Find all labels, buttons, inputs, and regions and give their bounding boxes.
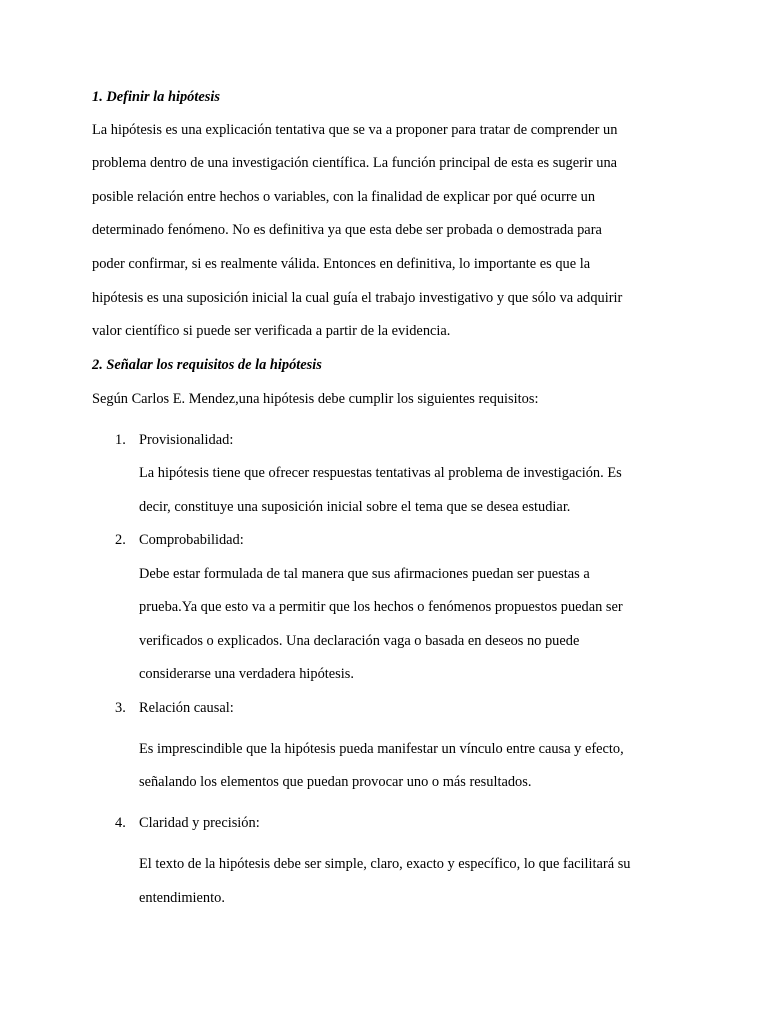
section-2-heading: 2. Señalar los requisitos de la hipótesis bbox=[92, 357, 322, 373]
list-item-line: Debe estar formulada de tal manera que sus afirmaciones puedan ser puestas a bbox=[139, 566, 590, 582]
list-item-number: 2. bbox=[115, 532, 126, 548]
list-item-line: Es imprescindible que la hipótesis pueda manifestar un vínculo entre causa y efecto, bbox=[139, 741, 624, 757]
section-1-line: problema dentro de una investigación científica. La función principal de esta es sugerir una bbox=[92, 155, 618, 171]
section-1-line: poder confirmar, si es realmente válida. Entonces en definitiva, lo importante es que la bbox=[92, 256, 591, 272]
list-item-line: señalando los elementos que puedan provocar uno o más resultados. bbox=[139, 774, 532, 790]
section-1-line: valor científico si puede ser verificada a partir de la evidencia. bbox=[92, 323, 451, 339]
section-1-line: hipótesis es una suposición inicial la cual guía el trabajo investigativo y que sólo va adquirir bbox=[92, 290, 623, 306]
list-item-number: 3. bbox=[115, 700, 126, 716]
list-item-line: prueba.Ya que esto va a permitir que los hechos o fenómenos propuestos puedan ser bbox=[139, 599, 623, 615]
list-item-line: El texto de la hipótesis debe ser simple, claro, exacto y específico, lo que facilitará su bbox=[139, 856, 631, 872]
list-item-line: entendimiento. bbox=[139, 890, 225, 906]
section-1-line: posible relación entre hechos o variables, con la finalidad de explicar por qué ocurre un bbox=[92, 189, 596, 205]
list-item-title: Provisionalidad: bbox=[139, 432, 234, 448]
list-item-title: Relación causal: bbox=[139, 700, 234, 716]
section-2-intro: Según Carlos E. Mendez,una hipótesis debe cumplir los siguientes requisitos: bbox=[92, 391, 539, 407]
section-1-line: La hipótesis es una explicación tentativa que se va a proponer para tratar de comprender un bbox=[92, 122, 618, 138]
section-1-heading: 1. Definir la hipótesis bbox=[92, 89, 220, 105]
list-item-number: 1. bbox=[115, 432, 126, 448]
list-item-line: La hipótesis tiene que ofrecer respuestas tentativas al problema de investigación. Es bbox=[139, 465, 622, 481]
list-item-title: Comprobabilidad: bbox=[139, 532, 244, 548]
list-item-line: decir, constituye una suposición inicial sobre el tema que se desea estudiar. bbox=[139, 499, 571, 515]
list-item-line: considerarse una verdadera hipótesis. bbox=[139, 666, 354, 682]
list-item-line: verificados o explicados. Una declaración vaga o basada en deseos no puede bbox=[139, 633, 580, 649]
section-1-line: determinado fenómeno. No es definitiva ya que esta debe ser probada o demostrada para bbox=[92, 222, 602, 238]
list-item-number: 4. bbox=[115, 815, 126, 831]
list-item-title: Claridad y precisión: bbox=[139, 815, 260, 831]
